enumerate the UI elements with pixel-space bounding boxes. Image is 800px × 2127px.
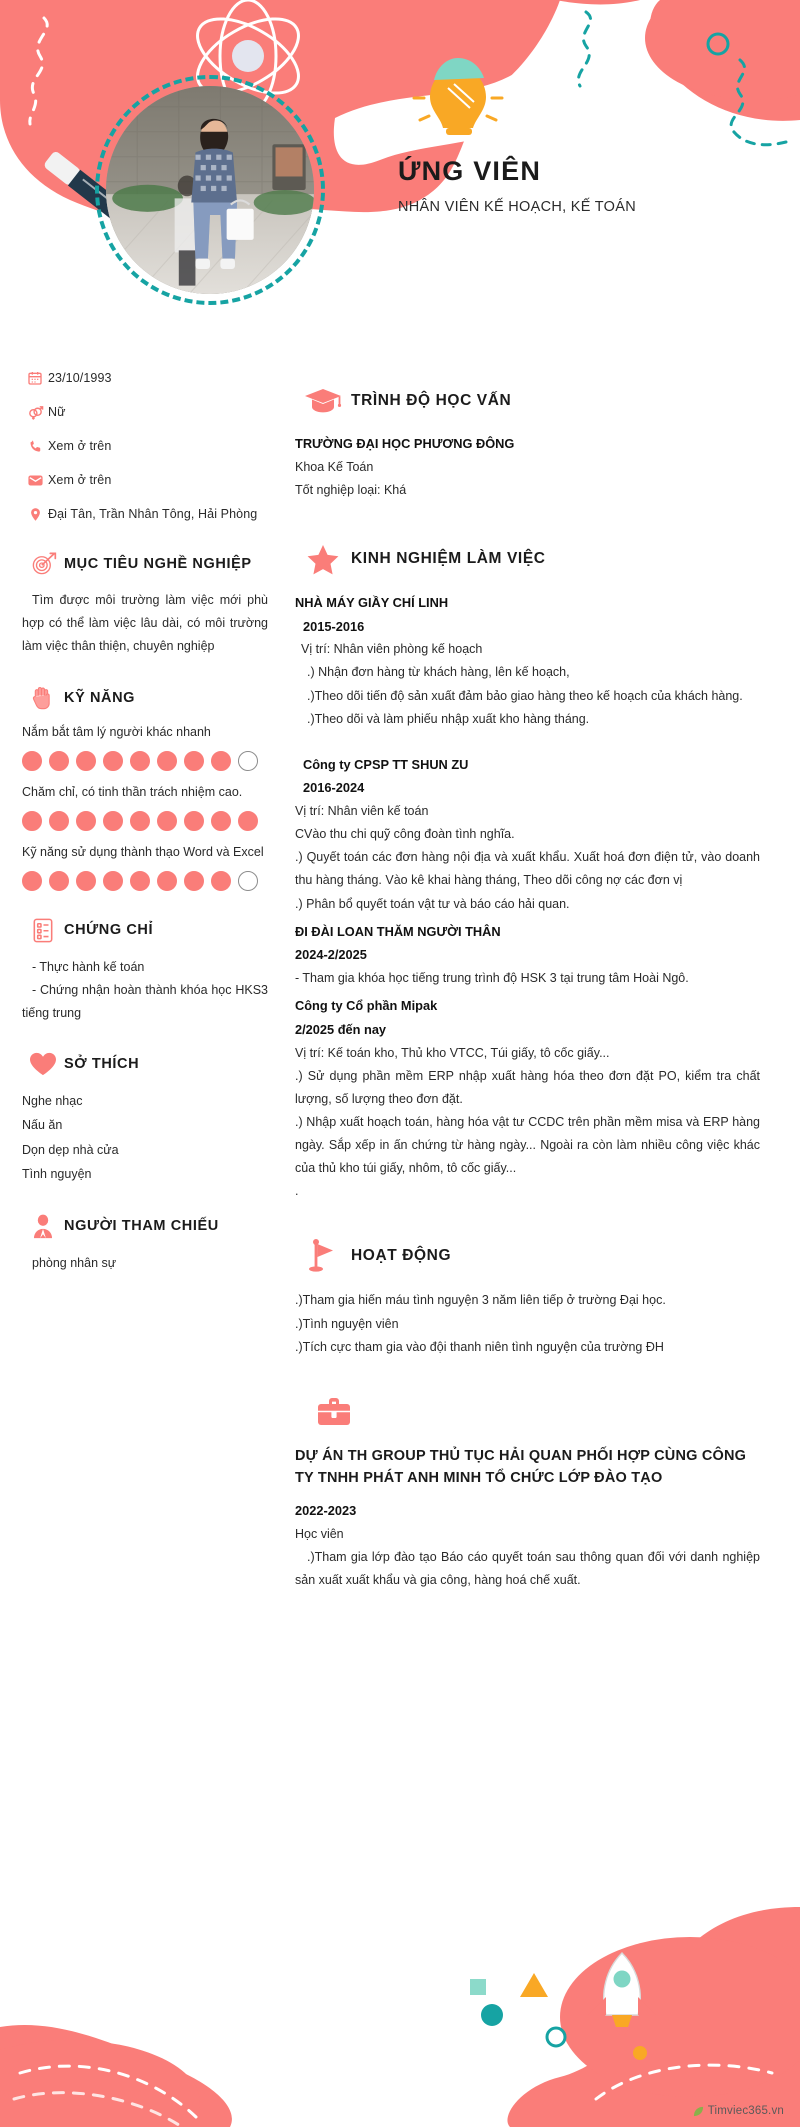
rating-dot-filled: [103, 751, 123, 771]
footer-shapes: [0, 1867, 800, 2127]
activity-line: .)Tham gia hiến máu tình nguyện 3 năm liên tiếp ở trường Đại học.: [295, 1293, 666, 1308]
rating-dot-filled: [157, 871, 177, 891]
project-role: Học viên: [295, 1526, 344, 1541]
avatar: [106, 86, 314, 294]
job-line: .)Theo dõi và làm phiếu nhập xuất kho hàng tháng.: [307, 711, 590, 726]
certificate-item: - Thực hành kế toán: [32, 959, 145, 974]
graduation-cap-icon: [295, 386, 351, 416]
section-activities-header: [295, 1239, 760, 1273]
job-line: Vị trí: Kế toán kho, Thủ kho VTCC, Túi giấy, tô cốc giấy...: [295, 1045, 610, 1060]
activity-line: .)Tích cực tham gia vào đội thanh niên tình nguyện của trường ĐH: [295, 1339, 664, 1354]
leaf-icon: [693, 2106, 704, 2117]
star-icon: [295, 544, 351, 575]
section-education-header: [295, 386, 760, 416]
gender-icon: [22, 404, 48, 421]
rating-dot-filled: [130, 871, 150, 891]
job-org: NHÀ MÁY GIẦY CHÍ LINH: [295, 594, 449, 610]
footer-decoration: [0, 1867, 800, 2127]
skill-label: Nắm bắt tâm lý người khác nhanh: [22, 725, 211, 740]
grade: Tốt nghiệp loại: Khá: [295, 482, 407, 497]
section-title: NGƯỜI THAM CHIẾU: [64, 1218, 219, 1234]
section-references-header: [22, 1213, 268, 1240]
watermark: [693, 2105, 784, 2117]
job-title: NHÂN VIÊN KẾ HOẠCH, KẾ TOÁN: [398, 199, 637, 216]
rating-dot-filled: [76, 871, 96, 891]
hobby-item: Nghe nhạc: [22, 1094, 83, 1108]
rating-dot-filled: [49, 751, 69, 771]
contact-item-phone: [22, 436, 268, 456]
section-title: KINH NGHIỆM LÀM VIỆC: [351, 550, 546, 568]
skill-label: Kỹ năng sử dụng thành thạo Word và Excel: [22, 844, 264, 859]
section-experience-header: [295, 544, 760, 575]
hand-icon: [22, 684, 64, 711]
job-org: Công ty CPSP TT SHUN ZU: [303, 756, 469, 772]
job-line: .) Nhận đơn hàng từ khách hàng, lên kế hoạch,: [307, 665, 570, 680]
page-title: ỨNG VIÊN: [398, 156, 542, 186]
skill-rating-0: [22, 751, 268, 771]
job-line: .) Phân bổ quyết toán vật tư và báo cáo hải quan.: [295, 896, 570, 911]
watermark-text: Timviec365.vn: [707, 2105, 784, 2117]
contact-item-gender: [22, 402, 268, 422]
contact-item-birthdate: [22, 368, 268, 388]
contact-value: Xem ở trên: [48, 473, 112, 487]
flag-icon: [295, 1239, 351, 1273]
experience-entry: [295, 920, 760, 990]
skill-label: Chăm chỉ, có tinh thần trách nhiệm cao.: [22, 785, 243, 800]
rating-dot-filled: [22, 751, 42, 771]
location-icon: [22, 506, 48, 523]
name-block: [398, 155, 636, 215]
section-title: TRÌNH ĐỘ HỌC VẤN: [351, 392, 512, 409]
contact-item-address: [22, 504, 268, 524]
reference-item: phòng nhân sự: [32, 1255, 117, 1270]
section-title: MỤC TIÊU NGHỀ NGHIỆP: [64, 555, 252, 572]
project-title: DỰ ÁN TH GROUP THỦ TỤC HẢI QUAN PHỐI HỢP CÙNG CÔNG TY TNHH PHÁT ANH MINH TỔ CHỨC LỚP ĐÀO TẠO: [295, 1447, 747, 1486]
phone-icon: [22, 439, 48, 454]
project-date: 2022-2023: [295, 1503, 357, 1519]
avatar-photo: [106, 86, 314, 294]
contact-value: Nữ: [48, 405, 66, 419]
calendar-icon: [22, 370, 48, 386]
rating-dot-empty: [238, 871, 258, 891]
hobby-item: Dọn dẹp nhà cửa: [22, 1142, 119, 1157]
rating-dot-empty: [238, 751, 258, 771]
project-line: .)Tham gia lớp đào tạo Báo cáo quyết toán sau thông quan đối với danh nghiệp sản xuất xuất khẩu và gia công, hàng hoá chế xuất.: [295, 1550, 760, 1588]
skill-rating-2: [22, 871, 268, 891]
rating-dot-filled: [103, 871, 123, 891]
contact-value: 23/10/1993: [48, 371, 112, 385]
rating-dot-filled: [103, 811, 123, 831]
experience-entry: [295, 753, 760, 916]
job-line: .)Theo dõi tiến độ sản xuất đảm bảo giao hàng theo kế hoạch của khách hàng.: [307, 688, 743, 703]
contact-value: Xem ở trên: [48, 439, 112, 453]
rating-dot-filled: [211, 751, 231, 771]
skill-rating-1: [22, 811, 268, 831]
skill-item: [22, 723, 268, 771]
job-line: .) Quyết toán các đơn hàng nội địa và xuất khẩu. Xuất hoá đơn điện tử, vào doanh thu hàng tháng. Vào kê khai hàng tháng, Theo dõi công nợ các đơn vị: [295, 850, 760, 888]
job-line: Vị trí: Nhân viên kế toán: [295, 804, 429, 819]
rating-dot-filled: [76, 751, 96, 771]
rating-dot-filled: [238, 811, 258, 831]
hobby-item: Nấu ăn: [22, 1118, 63, 1133]
email-icon: [22, 472, 48, 489]
job-line: .) Nhập xuất hoạch toán, hàng hóa vật tư CCDC trên phần mềm misa và ERP hàng ngày. Sắp xếp in ấn chứng từ hàng ngày... Ngoài ra còn làm nhiều công việc khác của thủ kho túi giấy, nhôm, tô cốc giấy...: [295, 1114, 760, 1176]
briefcase-icon: [317, 1414, 351, 1431]
section-title: SỞ THÍCH: [64, 1056, 140, 1072]
job-line: CVào thu chi quỹ công đoàn tình nghĩa.: [295, 827, 515, 842]
section-title: HOẠT ĐỘNG: [351, 1247, 452, 1265]
section-project-header: [295, 1397, 760, 1432]
job-date: 2015-2016: [303, 618, 365, 634]
skill-item: [22, 783, 268, 831]
school-name: TRƯỜNG ĐẠI HỌC PHƯƠNG ĐÔNG: [295, 436, 515, 451]
skill-item: [22, 843, 268, 891]
sidebar: [0, 348, 290, 1275]
objective-text: Tìm được môi trường làm việc mới phù hợp có thể làm việc lâu dài, có môi trường làm việc thân thiện, chuyên nghiệp: [22, 593, 268, 654]
rating-dot-filled: [22, 811, 42, 831]
contact-value: Đại Tân, Trần Nhân Tông, Hải Phòng: [48, 507, 258, 521]
rating-dot-filled: [184, 871, 204, 891]
section-objective-header: [22, 550, 268, 577]
rating-dot-filled: [211, 811, 231, 831]
experience-entry: [295, 591, 760, 731]
section-title: CHỨNG CHỈ: [64, 922, 154, 939]
heart-icon: [22, 1051, 64, 1077]
rating-dot-filled: [157, 751, 177, 771]
certificate-icon: [22, 917, 64, 944]
contact-item-email: [22, 470, 268, 490]
rating-dot-filled: [157, 811, 177, 831]
certificate-item: - Chứng nhận hoàn thành khóa học HKS3 tiếng trung: [22, 982, 268, 1020]
rating-dot-filled: [130, 751, 150, 771]
main-content: [295, 348, 800, 1592]
rating-dot-filled: [184, 811, 204, 831]
rating-dot-filled: [211, 871, 231, 891]
section-certificates-header: [22, 917, 268, 944]
rating-dot-filled: [49, 811, 69, 831]
section-title: KỸ NĂNG: [64, 689, 136, 706]
person-icon: [22, 1213, 64, 1240]
job-date: 2024-2/2025: [295, 947, 367, 963]
rating-dot-filled: [184, 751, 204, 771]
faculty: Khoa Kế Toán: [295, 459, 374, 474]
education-entry: [295, 432, 760, 502]
job-org: ĐI ĐÀI LOAN THĂM NGƯỜI THÂN: [295, 923, 501, 939]
hobby-item: Tình nguyện: [22, 1167, 92, 1182]
job-line: Vị trí: Nhân viên phòng kế hoạch: [301, 642, 483, 657]
rating-dot-filled: [76, 811, 96, 831]
job-date: 2/2025 đến nay: [295, 1021, 387, 1037]
job-line: .: [295, 1184, 299, 1199]
header-decoration: [0, 0, 800, 348]
job-line: - Tham gia khóa học tiếng trung trình độ HSK 3 tại trung tâm Hoài Ngô.: [295, 971, 689, 986]
job-date: 2016-2024: [303, 780, 365, 796]
job-line: .) Sử dụng phần mềm ERP nhập xuất hàng hóa theo đơn đặt PO, kiểm tra chất lượng, số lượng theo đơn đặt.: [295, 1068, 760, 1106]
avatar-frame: [95, 75, 325, 305]
experience-entry: [295, 994, 760, 1203]
target-icon: [22, 550, 64, 577]
contact-list: [22, 368, 268, 524]
rating-dot-filled: [22, 871, 42, 891]
activity-line: .)Tình nguyện viên: [295, 1316, 399, 1331]
section-skills-header: [22, 684, 268, 711]
rating-dot-filled: [49, 871, 69, 891]
section-hobbies-header: [22, 1051, 268, 1077]
job-org: Công ty Cổ phần Mipak: [295, 998, 438, 1014]
rating-dot-filled: [130, 811, 150, 831]
